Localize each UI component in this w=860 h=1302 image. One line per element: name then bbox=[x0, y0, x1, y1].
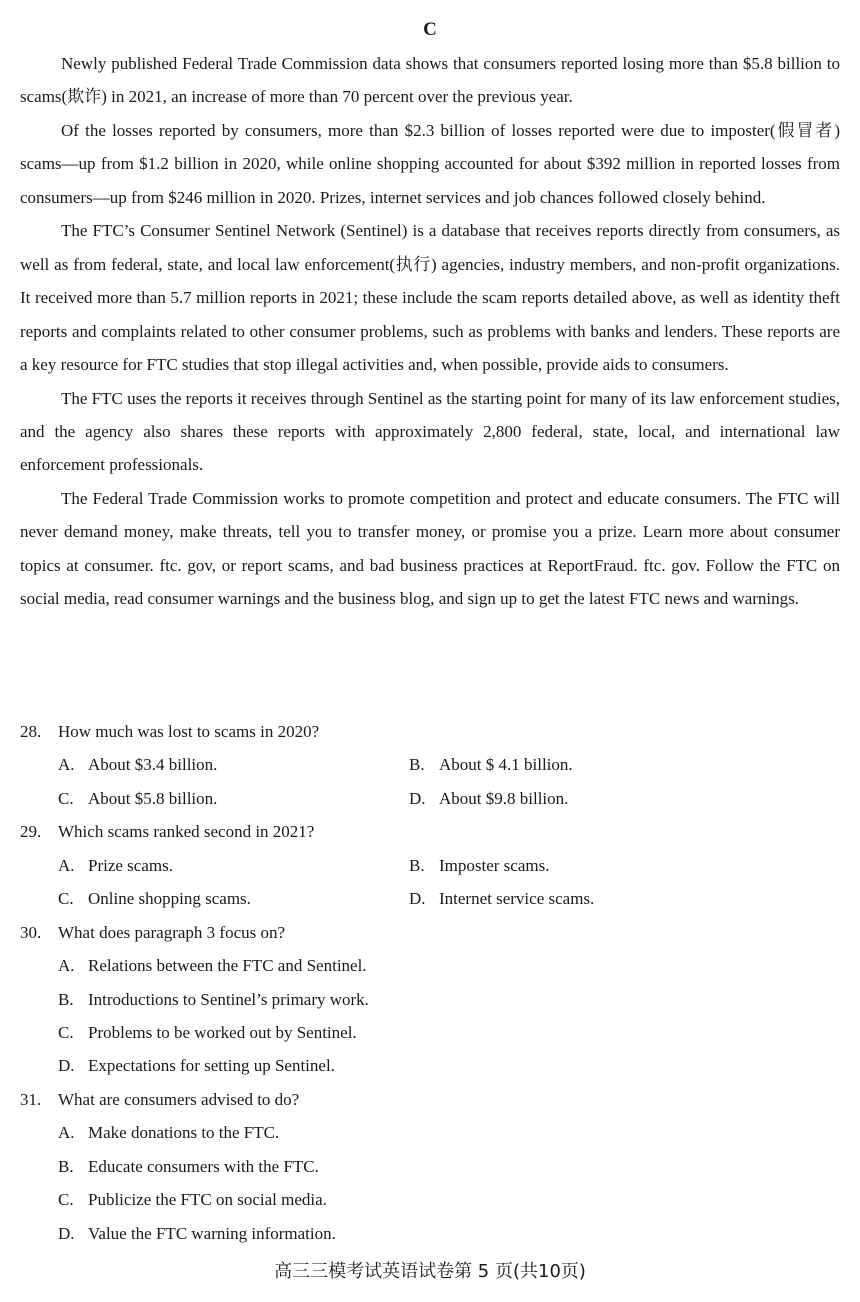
option-text: About $3.4 billion. bbox=[88, 755, 218, 775]
option-d bbox=[58, 1217, 336, 1250]
option-letter: C. bbox=[58, 1190, 74, 1210]
option-letter: B. bbox=[58, 1156, 74, 1176]
option-a bbox=[58, 1116, 279, 1149]
option-b bbox=[58, 983, 369, 1016]
option-b bbox=[58, 1150, 319, 1183]
option-d bbox=[58, 1049, 335, 1082]
passage-paragraph-2: Of the losses reported by consumers, more than $2.3 billion of losses reported were due to imposter(假冒者) scams—up from $1.2 billion in 2020, while online shopping accounted for about $392 million in reported losses from consumers—up from $246 million in 2020. Prizes, internet services and job chances followed closely behind. bbox=[20, 120, 840, 207]
option-text: Value the FTC warning information. bbox=[88, 1223, 336, 1243]
question-stem bbox=[20, 815, 840, 848]
question-text: How much was lost to scams in 2020? bbox=[58, 722, 320, 741]
option-a bbox=[58, 849, 173, 882]
option-text: Make donations to the FTC. bbox=[88, 1123, 280, 1143]
option-c bbox=[58, 1183, 327, 1216]
passage-paragraph-1: Newly published Federal Trade Commission data shows that consumers reported losing more than $5.8 billion to scams(欺诈) in 2021, an increase of more than 70 percent over the previous year. bbox=[20, 54, 840, 107]
option-a bbox=[58, 748, 217, 781]
option-b bbox=[409, 748, 573, 781]
option-row bbox=[20, 782, 840, 815]
option-text: Problems to be worked out by Sentinel. bbox=[88, 1022, 357, 1042]
option-text: About $9.8 billion. bbox=[439, 788, 569, 808]
question-text: What does paragraph 3 focus on? bbox=[58, 922, 286, 942]
option-letter: D. bbox=[409, 788, 426, 808]
option-row bbox=[20, 1183, 840, 1216]
option-text: Educate consumers with the FTC. bbox=[88, 1156, 319, 1176]
section-title: C bbox=[423, 19, 437, 40]
option-letter: A. bbox=[58, 755, 75, 775]
option-letter: C. bbox=[58, 889, 74, 909]
option-c bbox=[58, 882, 251, 915]
question-30 bbox=[20, 916, 840, 1083]
question-stem bbox=[20, 1083, 840, 1116]
question-list bbox=[20, 715, 840, 1250]
option-row bbox=[20, 949, 840, 982]
option-letter: C. bbox=[58, 788, 74, 808]
option-row bbox=[20, 882, 840, 915]
option-letter: A. bbox=[58, 956, 75, 976]
question-number: 28. bbox=[20, 722, 42, 741]
option-letter: A. bbox=[58, 1123, 75, 1143]
question-number: 31. bbox=[20, 1089, 42, 1109]
question-28 bbox=[20, 715, 840, 815]
option-text: Imposter scams. bbox=[439, 855, 550, 875]
passage-paragraph-3: The FTC’s Consumer Sentinel Network (Sentinel) is a database that receives reports directly from consumers, as well as from federal, state, and local law enforcement(执行) agencies, industry members, and non-profit organizations. It received more than 5.7 million reports in 2021; these include the scam reports detailed above, as well as identity theft reports and complaints related to other consumer problems, such as problems with banks and lenders. These reports are a key resource for FTC studies that stop illegal activities and, when possible, provide aids to consumers. bbox=[20, 221, 840, 375]
option-letter: D. bbox=[58, 1223, 75, 1243]
option-row bbox=[20, 748, 840, 781]
option-letter: B. bbox=[409, 855, 425, 875]
option-letter: B. bbox=[58, 989, 74, 1009]
option-row bbox=[20, 849, 840, 882]
option-text: Introductions to Sentinel’s primary work. bbox=[88, 989, 369, 1009]
question-text: What are consumers advised to do? bbox=[58, 1089, 300, 1109]
option-row bbox=[20, 1150, 840, 1183]
option-text: Relations between the FTC and Sentinel. bbox=[88, 956, 367, 976]
option-row bbox=[20, 983, 840, 1016]
option-row bbox=[20, 1217, 840, 1250]
option-text: Prize scams. bbox=[88, 855, 173, 875]
option-a bbox=[58, 949, 367, 982]
passage-paragraph-4: The FTC uses the reports it receives through Sentinel as the starting point for many of its law enforcement studies, and the agency also shares these reports with approximately 2,800 federal, state, local, and international law enforcement professionals. bbox=[20, 388, 840, 475]
passage-paragraph-5: The Federal Trade Commission works to promote competition and protect and educate consumers. The FTC will never demand money, make threats, tell you to transfer money, or promise you a prize. Learn more about consumer topics at consumer. ftc. gov, or report scams, and bad business practices at ReportFraud. ftc. gov. Follow the FTC on social media, read consumer warnings and the business blog, and sign up to get the latest FTC news and warnings. bbox=[20, 488, 840, 609]
option-d bbox=[409, 882, 594, 915]
option-text: Online shopping scams. bbox=[88, 889, 251, 909]
question-stem bbox=[20, 916, 840, 949]
option-letter: A. bbox=[58, 855, 75, 875]
option-text: Expectations for setting up Sentinel. bbox=[88, 1056, 335, 1076]
reading-passage bbox=[20, 47, 840, 616]
option-text: Internet service scams. bbox=[439, 889, 595, 909]
option-c bbox=[58, 1016, 357, 1049]
question-number: 29. bbox=[20, 822, 42, 842]
option-c bbox=[58, 782, 217, 815]
question-29 bbox=[20, 815, 840, 915]
option-letter: B. bbox=[409, 755, 425, 775]
option-letter: D. bbox=[409, 889, 426, 909]
option-letter: C. bbox=[58, 1022, 74, 1042]
question-stem bbox=[20, 715, 840, 748]
question-text: Which scams ranked second in 2021? bbox=[58, 822, 315, 842]
question-31 bbox=[20, 1083, 840, 1250]
option-row bbox=[20, 1116, 840, 1149]
page-footer: 高三三模考试英语试卷第 5 页(共10页) bbox=[274, 1261, 586, 1282]
option-d bbox=[409, 782, 568, 815]
option-text: About $5.8 billion. bbox=[88, 788, 218, 808]
option-row bbox=[20, 1016, 840, 1049]
option-row bbox=[20, 1049, 840, 1082]
option-letter: D. bbox=[58, 1056, 75, 1076]
question-number: 30. bbox=[20, 922, 42, 942]
option-b bbox=[409, 849, 549, 882]
option-text: Publicize the FTC on social media. bbox=[88, 1190, 327, 1210]
option-text: About $ 4.1 billion. bbox=[439, 755, 573, 775]
